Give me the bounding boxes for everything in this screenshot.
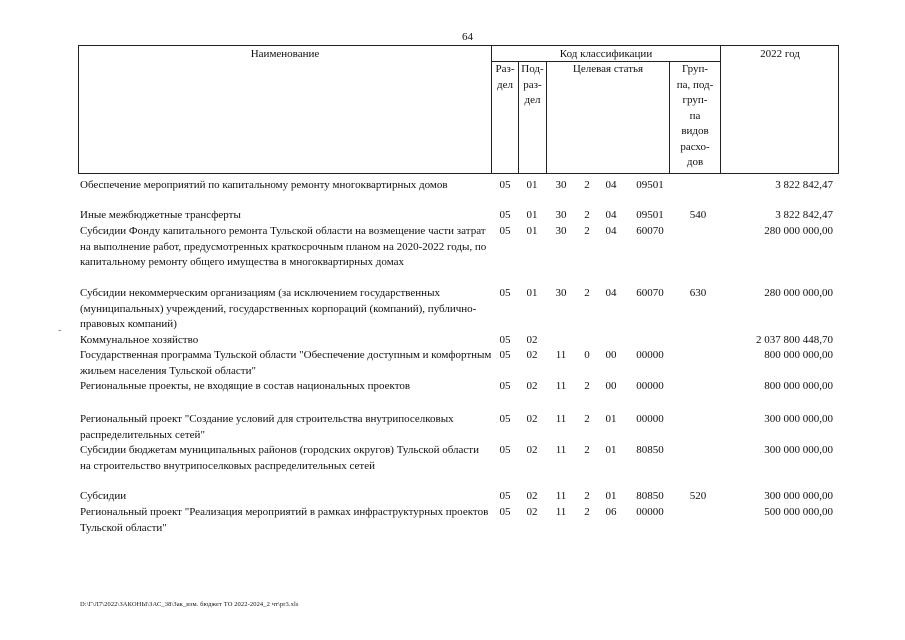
header-razdel (492, 62, 518, 93)
row-target-program: 30 (555, 209, 567, 221)
row-expense-type: 630 (689, 287, 707, 299)
row-name: Субсидии (80, 490, 127, 502)
row-target-subprogram: 2 (584, 179, 590, 191)
header-group-line: па, под- (676, 78, 714, 91)
header-name: Наименование (250, 48, 320, 60)
row-target-direction: 09501 (636, 179, 664, 191)
row-podrazdel: 02 (526, 334, 538, 346)
row-name: Государственная программа Тульской области "Обеспечение доступным и комфортным жильем населения Тульской области" (80, 349, 492, 377)
header-podrazdel-line: Под- (521, 63, 544, 75)
header-group (670, 62, 720, 171)
row-name: Региональный проект "Создание условий для строительства внутрипоселковых распределительных сетей" (80, 413, 454, 441)
row-amount: 2 037 800 448,70 (756, 334, 833, 346)
row-name: Иные межбюджетные трансферты (80, 209, 241, 221)
row-razdel: 05 (499, 334, 511, 346)
row-target-direction: 60070 (636, 287, 664, 299)
row-target-program: 11 (555, 380, 567, 392)
row-amount: 800 000 000,00 (764, 380, 833, 392)
row-target-program: 30 (555, 225, 567, 237)
header-target: Целевая статья (572, 63, 644, 75)
row-target-activity: 00 (605, 349, 617, 361)
header-group-line: дов (686, 156, 704, 168)
row-target-program: 11 (555, 444, 567, 456)
row-expense-type: 540 (689, 209, 707, 221)
stray-mark: - (58, 325, 62, 336)
row-amount: 300 000 000,00 (764, 490, 833, 502)
row-razdel: 05 (499, 287, 511, 299)
row-name: Региональный проект "Реализация мероприятий в рамках инфраструктурных проектов Тульской области" (80, 506, 489, 534)
row-target-activity: 04 (605, 209, 617, 221)
row-target-program: 30 (555, 287, 567, 299)
row-amount: 280 000 000,00 (764, 287, 833, 299)
row-target-direction: 00000 (636, 413, 664, 425)
row-target-activity: 00 (605, 380, 617, 392)
row-target-activity: 01 (605, 413, 617, 425)
row-razdel: 05 (499, 225, 511, 237)
row-razdel: 05 (499, 444, 511, 456)
row-podrazdel: 01 (526, 225, 538, 237)
row-target-direction: 80850 (636, 490, 664, 502)
row-amount: 3 822 842,47 (775, 179, 833, 191)
row-razdel: 05 (499, 349, 511, 361)
divider (546, 61, 547, 173)
row-name: Обеспечение мероприятий по капитальному ремонту многоквартирных домов (80, 179, 448, 191)
row-target-subprogram: 2 (584, 287, 590, 299)
row-target-program: 11 (555, 413, 567, 425)
header-group-line: па (689, 109, 701, 122)
row-name: Коммунальное хозяйство (80, 334, 199, 346)
header-podrazdel-line: дел (524, 94, 541, 106)
row-podrazdel: 01 (526, 179, 538, 191)
row-podrazdel: 02 (526, 444, 538, 456)
row-target-direction: 00000 (636, 349, 664, 361)
row-target-subprogram: 2 (584, 506, 590, 518)
row-razdel: 05 (499, 209, 511, 221)
row-target-activity: 01 (605, 444, 617, 456)
row-target-subprogram: 2 (584, 413, 590, 425)
row-razdel: 05 (499, 380, 511, 392)
row-target-program: 11 (555, 490, 567, 502)
row-target-direction: 09501 (636, 209, 664, 221)
row-podrazdel: 02 (526, 413, 538, 425)
header-podrazdel-line: раз- (523, 78, 542, 91)
table-header (78, 45, 839, 174)
row-razdel: 05 (499, 490, 511, 502)
row-target-direction: 80850 (636, 444, 664, 456)
divider (720, 46, 721, 173)
row-target-subprogram: 2 (584, 225, 590, 237)
row-podrazdel: 01 (526, 209, 538, 221)
row-podrazdel: 01 (526, 287, 538, 299)
row-target-direction: 60070 (636, 225, 664, 237)
row-target-subprogram: 2 (584, 444, 590, 456)
row-amount: 800 000 000,00 (764, 349, 833, 361)
row-razdel: 05 (499, 506, 511, 518)
header-group-line: Груп- (681, 63, 709, 75)
row-target-activity: 01 (605, 490, 617, 502)
row-expense-type: 520 (689, 490, 707, 502)
row-target-activity: 04 (605, 179, 617, 191)
file-path-footer: D:\Г\Л7\2022\ЗАКОНЫ\ЗАС_38\Зак_изм. бюджет ТО 2022-2024_2 чт\рr3.xls (80, 601, 299, 608)
row-razdel: 05 (499, 413, 511, 425)
row-podrazdel: 02 (526, 380, 538, 392)
header-group-line: расхо- (680, 140, 710, 153)
row-target-subprogram: 2 (584, 380, 590, 392)
row-amount: 3 822 842,47 (775, 209, 833, 221)
row-target-activity: 04 (605, 225, 617, 237)
row-target-subprogram: 0 (584, 349, 590, 361)
row-target-activity: 04 (605, 287, 617, 299)
row-podrazdel: 02 (526, 349, 538, 361)
row-target-subprogram: 2 (584, 209, 590, 221)
header-year: 2022 год (760, 48, 800, 60)
row-target-direction: 00000 (636, 380, 664, 392)
row-podrazdel: 02 (526, 490, 538, 502)
row-amount: 280 000 000,00 (764, 225, 833, 237)
row-target-activity: 06 (605, 506, 617, 518)
header-group-line: груп- (682, 94, 708, 106)
row-name: Субсидии некоммерческим организациям (за исключением государственных (муниципальных) учреждений, государственных корпораций (компаний), публично-правовых компаний) (80, 287, 477, 330)
row-target-direction: 00000 (636, 506, 664, 518)
row-target-program: 11 (555, 349, 567, 361)
row-target-subprogram: 2 (584, 490, 590, 502)
row-name: Субсидии бюджетам муниципальных районов (городских округов) Тульской области на строительство внутрипоселковых распределительных сетей (80, 444, 479, 472)
row-target-program: 30 (555, 179, 567, 191)
header-classification: Код классификации (559, 48, 653, 60)
row-name: Региональные проекты, не входящие в состав национальных проектов (80, 380, 411, 392)
header-group-line: видов (681, 125, 709, 137)
row-amount: 300 000 000,00 (764, 413, 833, 425)
header-razdel-line: дел (497, 78, 513, 91)
row-target-program: 11 (555, 506, 567, 518)
header-podrazdel (519, 62, 546, 109)
row-amount: 500 000 000,00 (764, 506, 833, 518)
row-podrazdel: 02 (526, 506, 538, 518)
row-amount: 300 000 000,00 (764, 444, 833, 456)
page-number: 64 (462, 31, 473, 43)
header-razdel-line: Раз- (495, 63, 515, 75)
row-razdel: 05 (499, 179, 511, 191)
row-name: Субсидии Фонду капитального ремонта Тульской области на возмещение части затрат на выполнение работ, предусмотренных краткосрочным планом на 2020-2022 годы, по капитальному ремонту общего имущества в многоквартирных домах (80, 225, 487, 268)
